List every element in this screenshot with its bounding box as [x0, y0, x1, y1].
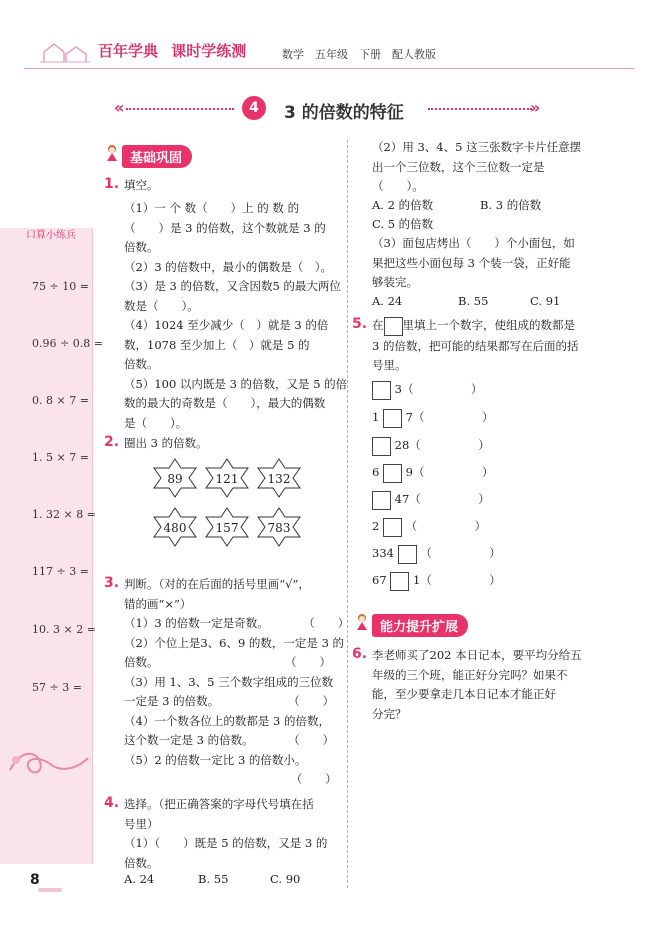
blank-box[interactable]	[398, 545, 417, 564]
row-prefix: 2	[372, 519, 380, 533]
text-line: 号里）	[124, 816, 159, 831]
text-line: （2）3 的倍数中，最小的偶数是（ ）。	[124, 259, 333, 274]
blank-box[interactable]	[384, 317, 403, 336]
star-number: 89	[167, 472, 183, 486]
fill-row	[372, 517, 486, 537]
text-line: （3）面包店烤出（ ）个小面包，如	[372, 236, 575, 250]
text-line: （4）一个数各位上的数都是 3 的倍数，	[124, 713, 330, 728]
row-suffix: 1（ ）	[412, 573, 501, 587]
question-number: 5.	[352, 316, 368, 332]
text-line: 出一个三位数，这个三位数一定是	[372, 159, 545, 174]
blank-box[interactable]	[372, 381, 391, 400]
row-suffix: （ ）	[420, 546, 501, 560]
text-line: （ ）。	[372, 179, 424, 193]
sidebar-item: 0. 8 × 7 =	[32, 394, 89, 407]
text-line: （5）100 以内既是 3 的倍数，又是 5 的倍	[124, 376, 348, 391]
option-b[interactable]: B. 55	[198, 872, 229, 886]
lesson-title: 3 的倍数的特征	[284, 103, 404, 123]
section-label-basic: 基础巩固	[122, 145, 192, 168]
question-number: 2.	[104, 434, 120, 450]
header-divider	[24, 68, 634, 69]
star-number-shape[interactable]	[152, 458, 198, 498]
text-line: 号里。	[372, 358, 407, 372]
fill-row	[372, 544, 501, 564]
star-number-shape[interactable]	[204, 507, 250, 547]
question-6-body	[372, 646, 582, 724]
fill-row	[372, 490, 490, 510]
row-suffix: 47（ ）	[394, 492, 490, 506]
question-2-heading: 圈出 3 的倍数。	[124, 436, 208, 450]
girl-mascot-icon	[354, 613, 370, 631]
brand-series: 课时学练测	[171, 42, 247, 60]
star-number: 132	[267, 472, 291, 486]
double-chevron-left-icon: «	[114, 98, 125, 117]
page-number: 8	[30, 872, 40, 888]
option-c[interactable]: C. 91	[530, 294, 561, 308]
star-number: 121	[215, 472, 239, 486]
text-line: 数是（ ）。	[124, 298, 199, 313]
text-line: （1）一 个 数（ ）上 的 数 的	[124, 201, 300, 215]
sidebar-tag: 口算小练兵	[26, 230, 76, 241]
text-line: 倍数。	[124, 357, 159, 371]
sidebar-item: 10. 3 × 2 =	[32, 623, 96, 636]
option-a[interactable]: A. 24	[124, 872, 155, 886]
question-number: 6.	[352, 646, 368, 662]
text-line: （4）1024 至少减少（ ）就是 3 的倍	[124, 318, 329, 332]
lesson-number-badge: 4	[242, 96, 266, 120]
option-a[interactable]: A. 24	[372, 294, 403, 308]
question-number: 4.	[104, 795, 120, 811]
question-5-line-1	[372, 316, 575, 336]
option-b[interactable]: B. 55	[458, 294, 489, 308]
row-suffix: 7（ ）	[405, 410, 494, 424]
option-c[interactable]: C. 5 的倍数	[372, 217, 434, 231]
text-line: （5）2 的倍数一定比 3 的倍数小。	[124, 752, 307, 767]
sidebar-item: 117 ÷ 3 =	[32, 565, 89, 578]
row-prefix: 1	[372, 410, 380, 424]
question-3-body	[124, 575, 349, 790]
blank-box[interactable]	[372, 437, 391, 456]
title-dots-right	[428, 108, 532, 110]
text-line: 倍数。	[124, 855, 159, 870]
text-line: 选择。（把正确答案的字母代号填在括	[124, 797, 314, 811]
question-4-part-3	[372, 234, 575, 293]
fill-row	[372, 408, 493, 428]
option-c[interactable]: C. 90	[270, 872, 301, 886]
text-line: 是（ ）。	[124, 415, 188, 430]
option-b[interactable]: B. 3 的倍数	[480, 198, 542, 212]
star-number-shape[interactable]	[204, 458, 250, 498]
blank-box[interactable]	[390, 572, 409, 591]
text-line: 数，1078 至少加上（ ）就是 5 的	[124, 337, 310, 352]
swirl-decoration-icon	[6, 740, 92, 780]
text-line: 分完？	[372, 706, 407, 721]
row-suffix: 3（ ）	[394, 382, 483, 396]
text-line: （ ）	[124, 772, 337, 786]
brand-name: 百年学典	[98, 42, 159, 60]
question-number: 3.	[104, 575, 120, 591]
text-line: 3 的倍数，把可能的结果都写在后面的括	[372, 339, 579, 353]
brand-title	[98, 40, 254, 61]
option-a[interactable]: A. 2 的倍数	[372, 198, 434, 212]
row-prefix: 334	[372, 546, 394, 560]
text-line: 这个数一定是 3 的倍数。 （ ）	[124, 733, 335, 747]
fill-row	[372, 463, 493, 483]
row-prefix: 67	[372, 573, 387, 587]
fill-row	[372, 380, 482, 400]
fill-row	[372, 436, 490, 456]
text-line: （3）是 3 的倍数，又含因数5 的最大两位	[124, 279, 341, 293]
double-chevron-right-icon: »	[530, 98, 541, 117]
text-line: 能，至少要拿走几本日记本才能正好	[372, 687, 556, 701]
star-number-shape[interactable]	[256, 507, 302, 547]
row-suffix: （ ）	[405, 519, 487, 533]
text-line: 年级的三个班，能正好分完吗？如果不	[372, 667, 568, 682]
text-line: 数的最大的奇数是（ ），最大的偶数	[124, 396, 326, 410]
row-prefix: 6	[372, 465, 380, 479]
text-line: （ ）是 3 的倍数，这个数就是 3 的	[124, 220, 326, 235]
row-suffix: 28（ ）	[394, 438, 490, 452]
blank-box[interactable]	[383, 464, 402, 483]
title-dots-left	[126, 108, 234, 110]
question-1-heading: 填空。	[124, 178, 159, 192]
question-1-body	[124, 199, 347, 433]
text-line: （3）用 1、3、5 三个数字组成的三位数	[124, 674, 334, 689]
text-line: （2）用 3、4、5 这三张数字卡片任意摆	[372, 140, 582, 154]
sidebar-item: 1. 5 × 7 =	[32, 451, 89, 464]
text-line: （1）（ ）既是 5 的倍数，又是 3 的	[124, 836, 328, 850]
star-number: 480	[163, 521, 187, 535]
sidebar-item: 1. 32 × 8 =	[32, 508, 96, 521]
sidebar-item: 75 ÷ 10 =	[32, 280, 89, 293]
text-line: 错的画“×”）	[124, 596, 192, 611]
star-number-shape[interactable]	[256, 458, 302, 498]
text-fragment: 在	[372, 318, 384, 332]
text-line: （1）3 的倍数一定是奇数。 （ ）	[124, 616, 350, 630]
text-line: 李老师买了202 本日记本，要平均分给五	[372, 648, 582, 662]
question-number: 1.	[104, 176, 120, 192]
book-subject: 数学 五年级 下册 配人教版	[282, 48, 436, 61]
text-line: 果把这些小面包每 3 个装一袋，正好能	[372, 255, 571, 270]
fill-row	[372, 571, 501, 591]
house-decoration-icon	[40, 40, 90, 64]
blank-box[interactable]	[372, 491, 391, 510]
section-label-advanced: 能力提升扩展	[372, 614, 468, 637]
text-line: 一定是 3 的倍数。 （ ）	[124, 694, 335, 708]
text-line: 倍数。	[124, 240, 159, 254]
text-fragment: 里填上一个数字，使组成的数都是	[402, 318, 575, 332]
star-number-shape[interactable]	[152, 507, 198, 547]
blank-box[interactable]	[383, 518, 402, 537]
text-line: 判断。（对的在后面的括号里画“√”，	[124, 577, 310, 591]
question-4-body	[124, 795, 327, 873]
sidebar-item: 0.96 ÷ 0.8 =	[32, 337, 103, 350]
star-number: 157	[215, 521, 239, 535]
text-line: （2）个位上是3、6、9 的数，一定是 3 的	[124, 635, 345, 650]
girl-mascot-icon	[104, 144, 120, 162]
star-number: 783	[267, 521, 291, 535]
text-line: 够装完。	[372, 275, 418, 289]
blank-box[interactable]	[383, 409, 402, 428]
sidebar-item: 57 ÷ 3 =	[32, 681, 82, 694]
text-line: 倍数。 （ ）	[124, 655, 331, 669]
question-4-continued	[372, 138, 581, 197]
page-number-bar	[38, 888, 62, 892]
row-suffix: 9（ ）	[405, 465, 494, 479]
